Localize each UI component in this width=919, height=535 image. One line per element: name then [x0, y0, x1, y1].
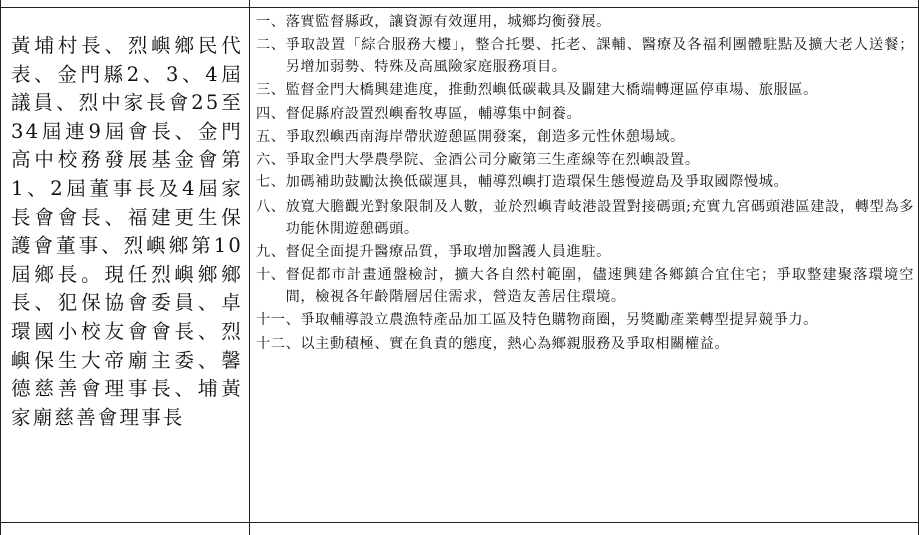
item-text: 監督金門大橋興建進度，推動烈嶼低碳載具及闢建大橋端轉運區停車場、旅服區。: [285, 81, 818, 98]
item-text: 加碼補助鼓勵汰換低碳運具，輔導烈嶼打造環保生態慢遊島及爭取國際慢城。: [285, 174, 789, 191]
item-text: 爭取輔導設立農漁特產品加工區及特色購物商圈，另獎勵產業轉型提昇競爭力。: [300, 311, 818, 328]
platform-item: [256, 149, 914, 172]
item-number: 三、: [256, 81, 286, 98]
item-text: 督促縣府設置烈嶼畜牧專區，輔導集中飼養。: [285, 106, 582, 123]
item-number: 八、: [256, 198, 286, 215]
item-text: 爭取設置「綜合服務大樓」，整合托嬰、托老、課輔、醫療及各福利團體駐點及擴大老人送餐；另增加弱勢、特殊及高風險家庭服務項目。: [285, 36, 914, 76]
item-number: 九、: [256, 243, 286, 260]
platform-item: [256, 196, 914, 241]
table-border: [249, 523, 250, 535]
table-border: [0, 523, 1, 535]
item-text: 落實監督縣政，讓資源有效運用，城鄉均衡發展。: [285, 14, 611, 30]
item-number: 六、: [256, 151, 286, 168]
item-number: 四、: [256, 106, 286, 123]
platform-item: [256, 126, 914, 149]
item-text: 爭取金門大學農學院、金酒公司分廠第三生產線等在烈嶼設置。: [285, 151, 700, 168]
item-text: 爭取烈嶼西南海岸帶狀遊憩區開發案，創造多元性休憩場域。: [285, 128, 685, 145]
platform-item: [256, 241, 914, 264]
table-border: [0, 0, 1, 8]
experience-text: 黃埔村長、烈嶼鄉民代表、金門縣2、3、4屆議員、烈中家長會25至34屆連9屆會長、金門高中校務發展基金會第1、2屆董事長及4屆家長會會長、福建更生保護會董事、烈嶼鄉第10屆鄉長。現任烈嶼鄉鄉長、犯保協會委員、卓環國小校友會會長、烈嶼保生大帝廟主委、馨德慈善會理事長、埔黃家廟慈善會理事長: [11, 34, 243, 429]
platform-item: [256, 171, 914, 194]
item-text: 督促全面提升醫療品質，爭取增加醫護人員進駐。: [285, 243, 611, 260]
item-number: 二、: [256, 36, 286, 53]
platform-item: [256, 309, 914, 332]
item-number: 七、: [256, 174, 286, 191]
item-text: 督促都市計畫通盤檢討，擴大各自然村範圍，儘速興建各鄉鎮合宜住宅；爭取整建聚落環境空間，檢視各年齡階層居住需求，營造友善居住環境。: [285, 266, 914, 306]
item-text: 放寬大膽觀光對象限制及人數，並於烈嶼青岐港設置對接碼頭;充實九宮碼頭港區建設，轉型為多功能休閒遊憩碼頭。: [285, 198, 914, 238]
item-number: 十二、: [256, 336, 301, 353]
table-border: [249, 0, 250, 8]
platform-item: [256, 333, 914, 356]
table-row: [0, 8, 919, 522]
platform-cell: [250, 8, 919, 522]
platform-item: [256, 79, 914, 102]
item-number: 五、: [256, 128, 286, 145]
item-text: 以主動積極、實在負責的態度，熱心為鄉親服務及爭取相關權益。: [300, 336, 730, 353]
item-number: 十一、: [256, 311, 301, 328]
platform-item: [256, 34, 914, 79]
item-number: 一、: [256, 14, 286, 30]
experience-cell: [0, 8, 250, 522]
platform-item: [256, 103, 914, 126]
next-row-edge: [0, 522, 919, 534]
platform-item: [256, 264, 914, 309]
previous-row-edge: [0, 0, 919, 8]
item-number: 十、: [256, 266, 286, 283]
platform-item: [256, 11, 914, 34]
